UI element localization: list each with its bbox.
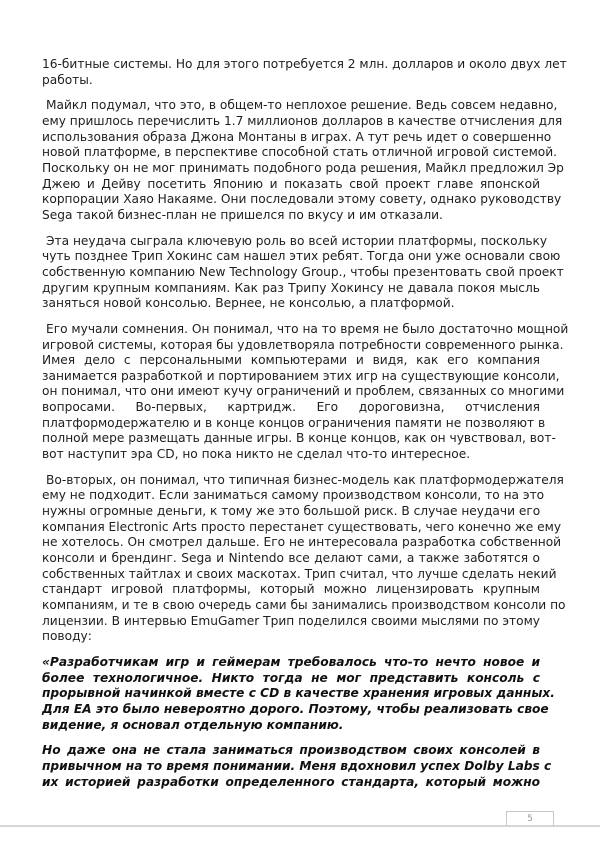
- paragraph: [42, 321, 569, 463]
- paragraph: [42, 472, 566, 645]
- text-line: консоли и брендинг. Sega и Nintendo все делают сами, а также заботятся о: [42, 551, 540, 566]
- text-line: их историей разработки определенного стандарта, который можно: [42, 774, 540, 789]
- text-line: собственных тайтлах и своих маскотах. Трип считал, что лучше сделать некий: [42, 566, 557, 581]
- text-line: другим крупным компаниям. Как раз Трипу Хокинсу не давала покоя мысль: [42, 280, 540, 295]
- text-line: более технологичное. Никто тогда не мог представить консоль с: [42, 670, 540, 685]
- text-line: занимается разработкой и портированием этих игр на существующие консоли,: [42, 368, 560, 383]
- text-line: он понимал, что они имеют кучу ограничений и проблем, связанных со многими: [42, 384, 565, 399]
- text-line: Sega такой бизнес-план не пришелся по вкусу и им отказали.: [42, 207, 443, 222]
- paragraph: [42, 233, 564, 312]
- text-line: использования образа Джона Монтаны в играх. А тут речь идет о совершенно: [42, 129, 552, 144]
- text-line: Но даже она не стала заниматься производством своих консолей в: [42, 743, 540, 758]
- text-line: 16-битные системы. Но для этого потребуется 2 млн. долларов и около двух лет: [42, 57, 567, 71]
- text-line: платформодержателю и в конце концов ограничения памяти не позволяют в: [42, 415, 546, 430]
- paragraph: [42, 57, 567, 88]
- text-line: лицензии. В интервью EmuGamer Трип поделился своими мыслями по этому: [42, 613, 540, 628]
- text-line: корпорации Хаяо Накаяме. Они последовали этому совету, однако руководству: [42, 192, 562, 207]
- text-line: Имея дело с персональными компьютерами и видя, как его компания: [42, 353, 540, 368]
- text-line: Поскольку он не мог принимать подобного рода решения, Майкл предложил Эр: [42, 160, 564, 175]
- text-line: вот наступит эра CD, но пока никто не сделал что-то интересное.: [42, 447, 471, 462]
- text-line: Для EA это было невероятно дорого. Поэтому, чтобы реализовать свое: [42, 701, 549, 716]
- text-line: поводу:: [42, 629, 92, 644]
- text-line: «Разработчикам игр и геймерам требовалось что-то нечто новое и: [42, 654, 540, 669]
- text-line: видение, я основал отдельную компанию.: [42, 717, 344, 732]
- text-line: нужны огромные деньги, к тому же это большой риск. В случае неудачи его: [42, 504, 541, 519]
- text-line: игровой системы, которая бы удовлетворяла потребности современного рынка.: [42, 337, 564, 352]
- text-line: не хотелось. Он смотрел дальше. Его не интересовала разработка собственной: [42, 535, 562, 550]
- text-line: прорывной начинкой вместе с CD в качестве хранения игровых данных.: [42, 686, 555, 701]
- text-line: компания Electronic Arts просто перестанет существовать, чего конечно же ему: [42, 519, 562, 534]
- quote-paragraph: [42, 743, 552, 790]
- text-line: Джею и Дейву посетить Японию и показать свой проект главе японской: [42, 176, 540, 191]
- text-line: полной мере размещать данные игры. В конце концов, как он чувствовал, вот-: [42, 431, 556, 446]
- text-line: Эта неудача сыграла ключевую роль во всей истории платформы, поскольку: [46, 233, 548, 248]
- paragraph: [42, 98, 564, 223]
- text-line: привычном на то время понимании. Меня вдохновил успех Dolby Labs с: [42, 758, 552, 773]
- text-line: чуть позднее Трип Хокинс сам нашел этих ребят. Тогда они уже основали свою: [42, 249, 561, 264]
- text-line: компаниям, и те в свою очередь сами бы занимались производством консоли по: [42, 598, 566, 612]
- text-line: заняться новой консолью. Вернее, не консолью, а платформой.: [42, 296, 455, 311]
- text-line: вопросами. Во-первых, картридж. Его дороговизна, отчисления: [42, 400, 540, 415]
- text-line: ему пришлось перечислить 1.7 миллионов долларов в качестве отчисления для: [42, 113, 563, 128]
- text-line: Его мучали сомнения. Он понимал, что на то время не было достаточно мощной: [46, 321, 569, 336]
- text-line: ему не подходит. Если заниматься самому производством консоли, то на это: [42, 488, 545, 503]
- text-line: стандарт игровой платформы, который можно лицензировать крупным: [42, 582, 540, 597]
- document-page: [42, 57, 569, 800]
- text-line: Во-вторых, он понимал, что типичная бизнес-модель как платформодержателя: [46, 472, 564, 487]
- quote-paragraph: [42, 654, 555, 733]
- text-line: новой платформе, в перспективе способной стать отличной игровой системой.: [42, 145, 558, 160]
- text-line: Майкл подумал, что это, в общем-то неплохое решение. Ведь совсем недавно,: [46, 98, 558, 113]
- text-line: собственную компанию New Technology Group., чтобы презентовать свой проект: [42, 264, 564, 279]
- text-line: работы.: [42, 72, 93, 87]
- page-number: 5: [506, 811, 554, 826]
